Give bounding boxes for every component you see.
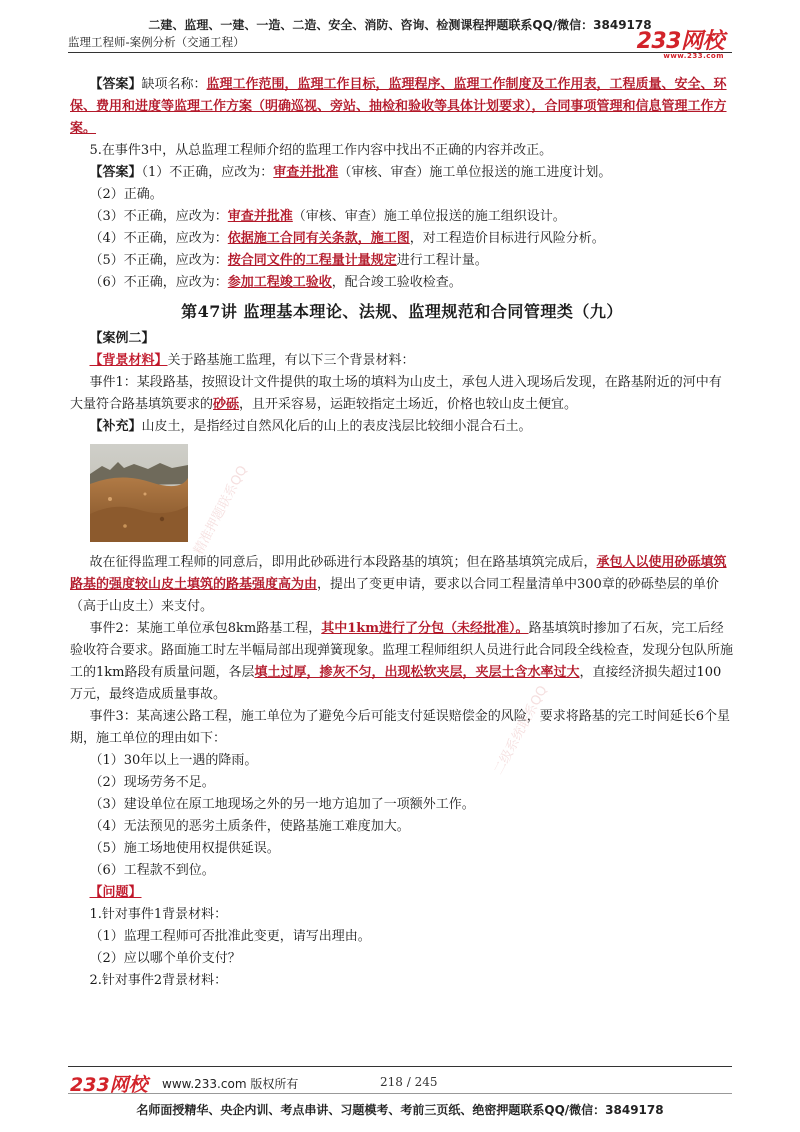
answer-5-item: 【答案】（1）不正确，应改为：审查并批准（审核、审查）施工单位报送的施工进度计划。 <box>89 165 612 180</box>
question-1: 1.针对事件1背景材料： <box>89 907 228 922</box>
question-1-item: （2）应以哪个单价支付？ <box>89 951 241 966</box>
answer-5-item: （3）不正确，应改为：审查并批准（审核、审查）施工单位报送的施工组织设计。 <box>89 209 566 224</box>
answer-5-item: （6）不正确，应改为：参加工程竣工验收，配合竣工验收检查。 <box>89 275 462 290</box>
answer-5 <box>70 162 734 294</box>
watermark-2: 二级系统联系QQ <box>491 683 551 778</box>
header-promo: 二建、监理、一建、一造、二造、安全、消防、咨询、检测课程押题联系QQ/微信：3849178 <box>148 18 652 32</box>
after-paragraph: 故在征得监理工程师的同意后，即用此砂砾进行本段路基的填筑；但在路基填筑完成后，承包人以使用砂砾填筑路基的强度较山皮土填筑的路基强度高为由，提出了变更申请，要求以合同工程量清单中300章的砂砾垫层的单价（高于山皮土）来支付。 <box>70 555 727 614</box>
answer-4: 【答案】缺项名称：监理工作范围，监理工作目标，监理程序、监理工作制度及工作用表，工程质量、安全、环保、费用和进度等监理工作方案（明确巡视、旁站、抽检和验收等具体计划要求），合同事项管理和信息管理工作方案。 <box>70 77 727 136</box>
answer-4-highlight: 监理工作范围，监理工作目标，监理程序、监理工作制度及工作用表，工程质量、安全、环保、费用和进度等监理工作方案（明确巡视、旁站、抽检和验收等具体计划要求），合同事项管理和信息管理工作方案。 <box>70 77 727 136</box>
reason-item: （4）无法预见的恶劣土质条件，使路基施工难度加大。 <box>89 819 410 834</box>
watermark-1: 精准押题联系QQ <box>191 463 251 558</box>
answer-5-item: （5）不正确，应改为：按合同文件的工程量计量规定进行工程计量。 <box>89 253 488 268</box>
answer-5-item: （4）不正确，应改为：依据施工合同有关条款，施工图，对工程造价目标进行风险分析。 <box>89 231 605 246</box>
question-1-items <box>70 926 734 970</box>
reason-item: （5）施工场地使用权提供延误。 <box>89 841 280 856</box>
reason-item: （6）工程款不到位。 <box>89 863 215 878</box>
background-intro: 【背景材料】关于路基施工监理，有以下三个背景材料： <box>89 353 415 368</box>
footer-divider-2 <box>68 1093 732 1094</box>
event-3: 事件3：某高速公路工程，施工单位为了避免今后可能支付延误赔偿金的风险，要求将路基的完工时间延长6个星期，施工单位的理由如下： <box>70 709 731 746</box>
header-subtitle: 监理工程师-案例分析（交通工程） <box>68 35 245 49</box>
supplement: 【补充】山皮土，是指经过自然风化后的山上的表皮浅层比较细小混合石土。 <box>89 419 532 434</box>
footer-logo: 233网校 <box>70 1074 148 1096</box>
lecture-title: 第47讲 监理基本理论、法规、监理规范和合同管理类（九） <box>181 302 623 321</box>
case-label: 【案例二】 <box>89 331 155 346</box>
reason-item: （2）现场劳务不足。 <box>89 775 215 790</box>
reason-item: （3）建设单位在原工地现场之外的另一地方追加了一项额外工作。 <box>89 797 475 812</box>
page-content <box>70 74 734 992</box>
footer-copyright: www.233.com 版权所有 <box>162 1077 299 1091</box>
event-1: 事件1：某段路基，按照设计文件提供的取土场的填料为山皮土，承包人进入现场后发现，在路基附近的河中有大量符合路基填筑要求的砂砾，且开采容易，运距较指定土场近，价格也较山皮土便宜。 <box>70 375 722 412</box>
page-number: 218 / 245 <box>380 1075 438 1089</box>
soil-photo <box>90 444 188 542</box>
reasons-list <box>70 750 734 882</box>
event-2: 事件2：某施工单位承包8km路基工程，其中1km进行了分包（未经批准）。路基填筑时掺加了石灰，完工后经验收符合要求。路面施工时左半幅局部出现弹簧现象。监理工程师组织人员进行此合同段全线检查，发现分包队所施工的1km路段有质量问题，各层填土过厚，掺灰不匀，出现松软夹层，夹层土含水率过大，直接经济损失超过100万元，最终造成质量事故。 <box>70 621 734 702</box>
questions-label: 【问题】 <box>89 885 142 900</box>
question-1-item: （1）监理工程师可否批准此变更，请写出理由。 <box>89 929 371 944</box>
footer-divider <box>68 1066 732 1067</box>
brand-logo: 233网校 www.233.com <box>636 29 724 60</box>
reason-item: （1）30年以上一遇的降雨。 <box>89 753 258 768</box>
answer-5-item: （2）正确。 <box>89 187 163 202</box>
footer-promo: 名师面授精华、央企内训、考点串讲、习题模考、考前三页纸、绝密押题联系QQ/微信：3849178 <box>136 1103 664 1117</box>
question-2: 2.针对事件2背景材料： <box>89 973 228 988</box>
header-divider <box>68 52 732 53</box>
question-5: 5.在事件3中，从总监理工程师介绍的监理工作内容中找出不正确的内容并改正。 <box>89 143 553 158</box>
